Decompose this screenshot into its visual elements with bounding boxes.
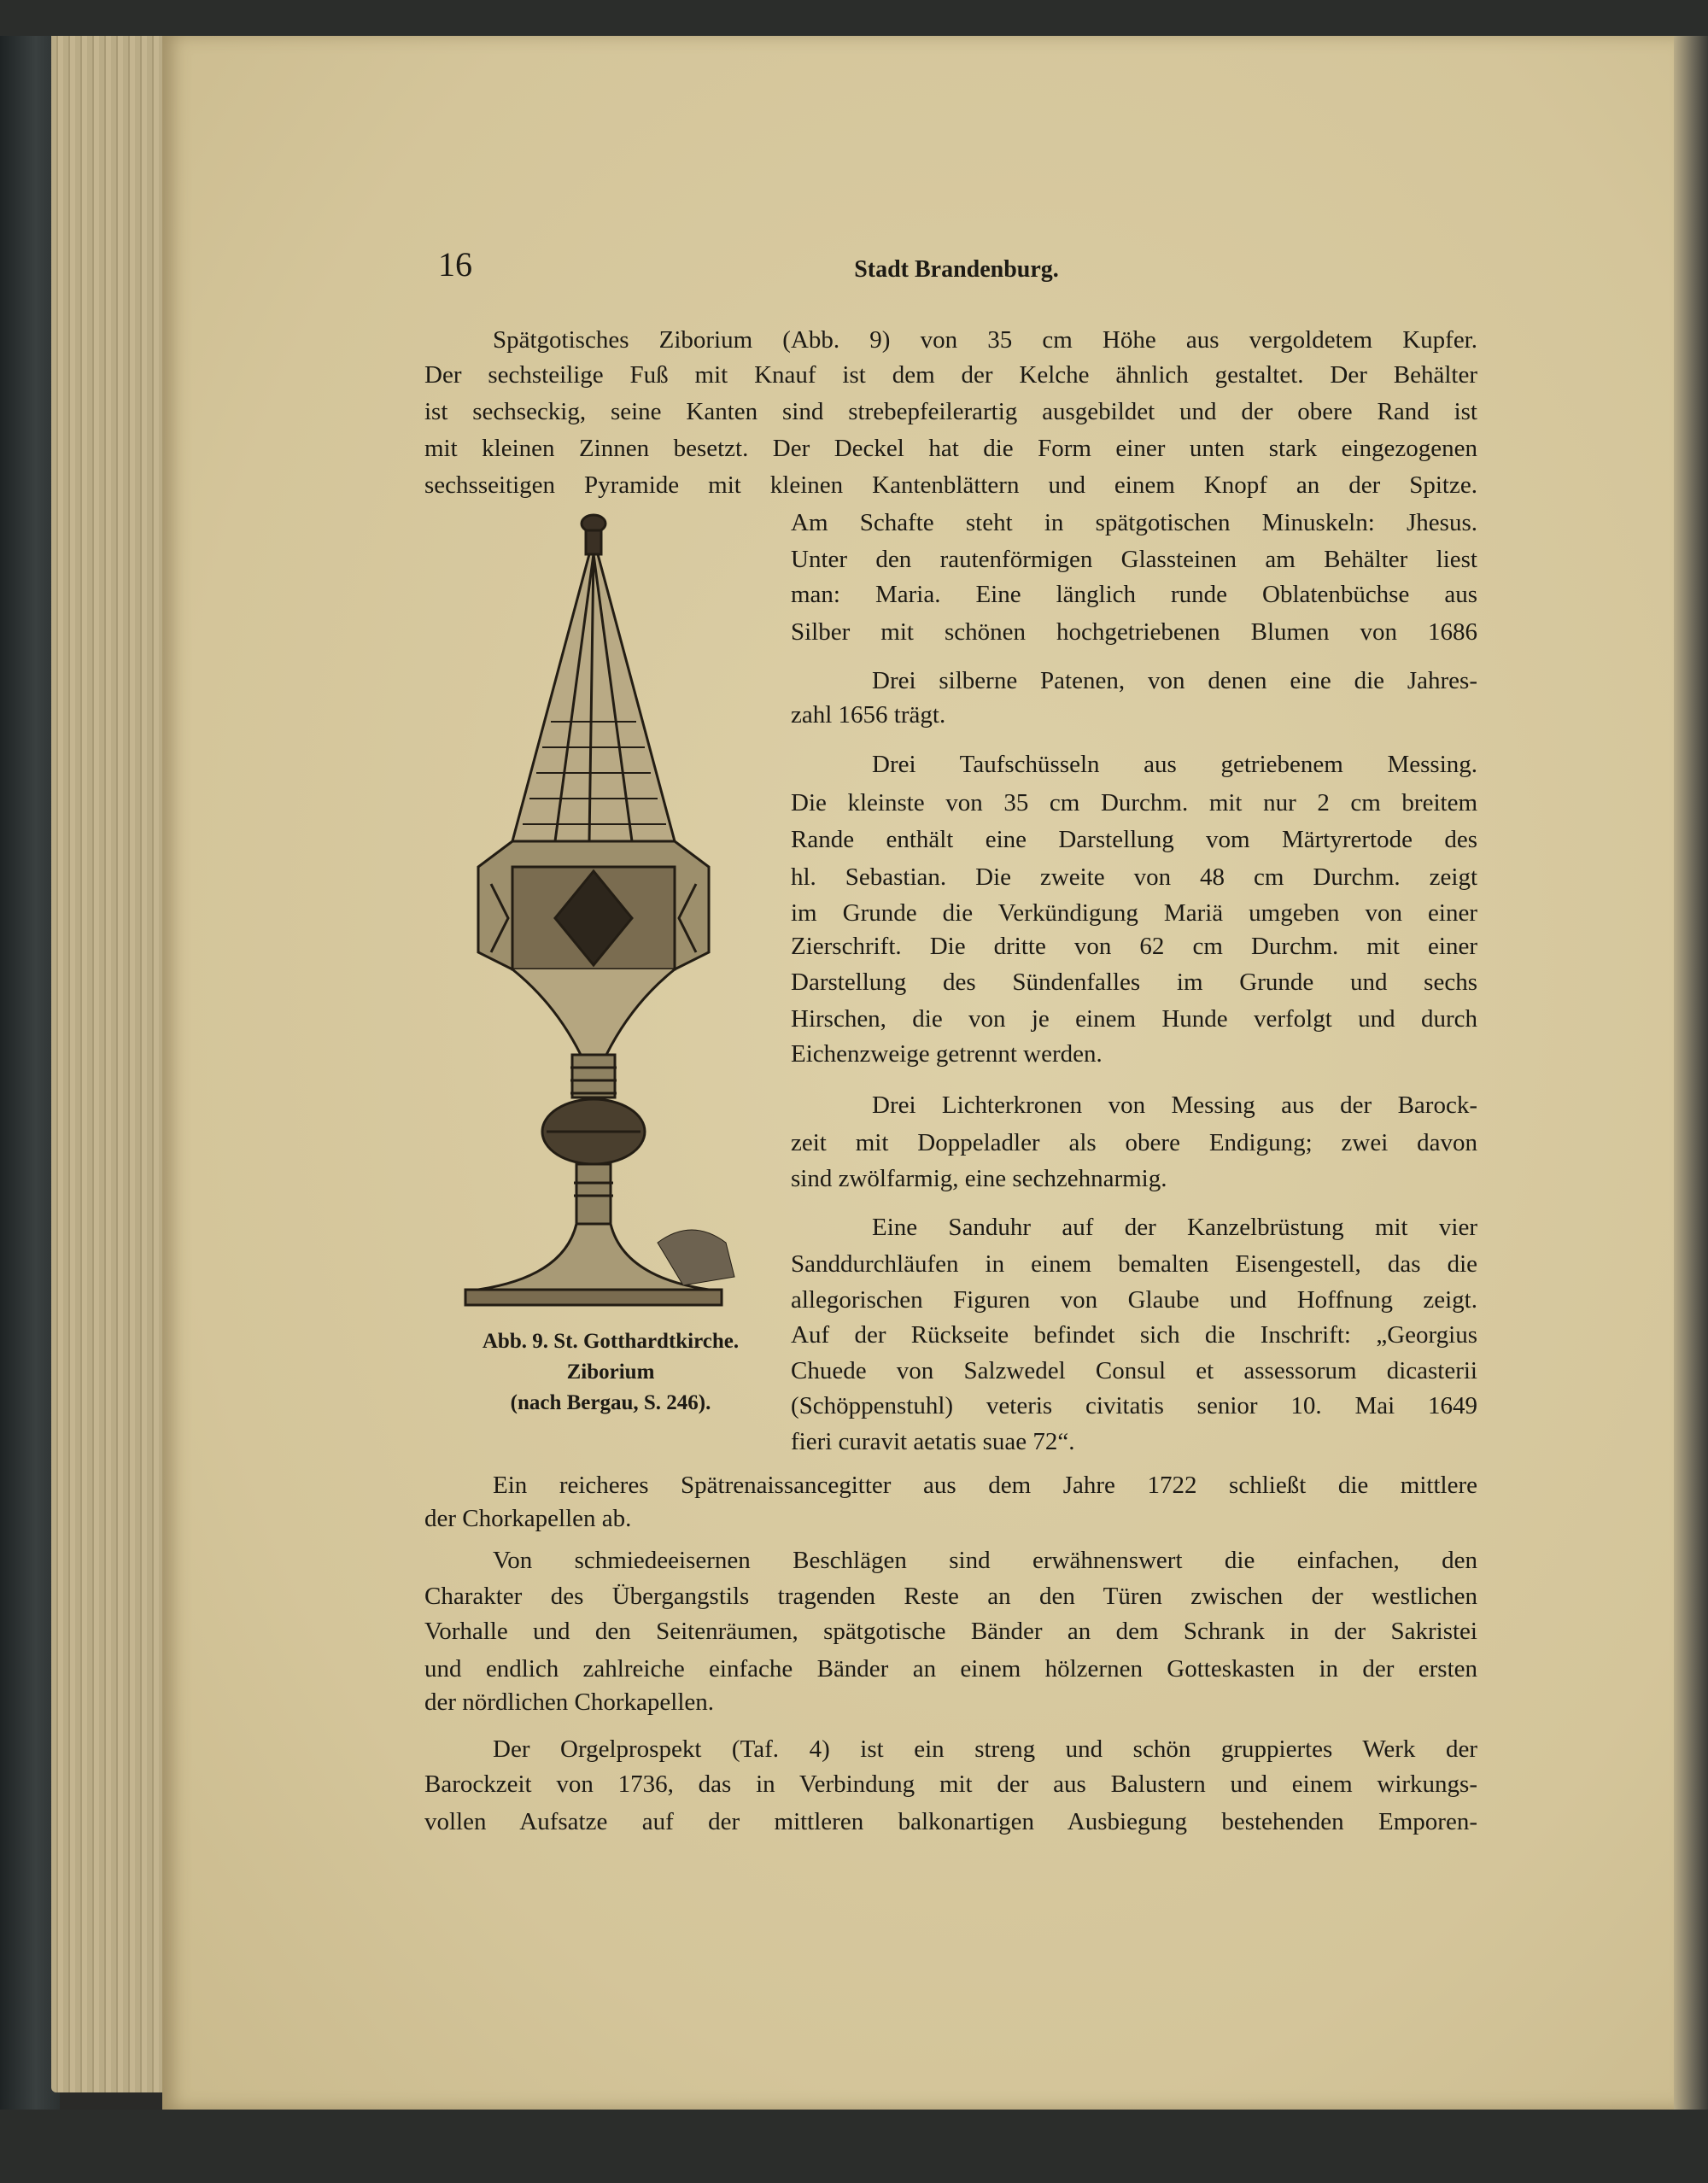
text-line: Von schmiedeeisernen Beschlägen sind erwähnenswert die einfachen, den bbox=[493, 1547, 1477, 1574]
text-line: sechsseitigen Pyramide mit kleinen Kantenblättern und einem Knopf an der Spitze. bbox=[424, 471, 1477, 499]
text-line: Auf der Rückseite befindet sich die Inschrift: „Georgius bbox=[791, 1321, 1477, 1349]
text-line: ist sechseckig, seine Kanten sind strebepfeilerartig ausgebildet und der obere Rand ist bbox=[424, 398, 1477, 425]
text-line: (Schöppenstuhl) veteris civitatis senior 10. Mai 1649 bbox=[791, 1392, 1477, 1419]
ciborium-illustration bbox=[461, 508, 752, 1311]
right-page-edge bbox=[1674, 34, 1708, 2118]
scan-background-bottom bbox=[0, 2110, 1708, 2183]
text-line: Drei Lichterkronen von Messing aus der Barock- bbox=[872, 1092, 1477, 1119]
figure-caption-line: Ziborium bbox=[566, 1361, 655, 1384]
text-line: Silber mit schönen hochgetriebenen Blumen von 1686 bbox=[791, 618, 1477, 646]
text-line: mit kleinen Zinnen besetzt. Der Deckel hat die Form einer unten stark eingezogenen bbox=[424, 435, 1477, 462]
text-line: Spätgotisches Ziborium (Abb. 9) von 35 cm Höhe aus vergoldetem Kupfer. bbox=[493, 326, 1477, 354]
text-line: Barockzeit von 1736, das in Verbindung mit der aus Balustern und einem wirkungs- bbox=[424, 1770, 1477, 1798]
figure-caption-line: (nach Bergau, S. 246). bbox=[510, 1391, 711, 1414]
running-title: Stadt Brandenburg. bbox=[854, 256, 1059, 283]
figure-caption-line: Abb. 9. St. Gotthardtkirche. bbox=[482, 1330, 740, 1353]
text-line: Rande enthält eine Darstellung vom Märtyrertode des bbox=[791, 826, 1477, 853]
text-line: Vorhalle und den Seitenräumen, spätgotische Bänder an dem Schrank in der Sakristei bbox=[424, 1618, 1477, 1645]
text-line: Zierschrift. Die dritte von 62 cm Durchm. mit einer bbox=[791, 933, 1477, 960]
text-line: Ein reicheres Spätrenaissancegitter aus dem Jahre 1722 schließt die mittlere bbox=[493, 1472, 1477, 1499]
text-line: Am Schafte steht in spätgotischen Minuskeln: Jhesus. bbox=[791, 509, 1477, 536]
text-line: zahl 1656 trägt. bbox=[791, 701, 946, 729]
text-line: Der Orgelprospekt (Taf. 4) ist ein streng und schön gruppiertes Werk der bbox=[493, 1735, 1477, 1763]
text-line: Sanddurchläufen in einem bemalten Eisengestell, das die bbox=[791, 1250, 1477, 1278]
text-line: Chuede von Salzwedel Consul et assessorum dicasterii bbox=[791, 1357, 1477, 1384]
text-line: Unter den rautenförmigen Glassteinen am Behälter liest bbox=[791, 546, 1477, 573]
text-line: allegorischen Figuren von Glaube und Hoffnung zeigt. bbox=[791, 1286, 1477, 1314]
text-line: im Grunde die Verkündigung Mariä umgeben von einer bbox=[791, 899, 1477, 927]
scan-background-top bbox=[0, 0, 1708, 36]
text-line: fieri curavit aetatis suae 72“. bbox=[791, 1428, 1075, 1455]
text-line: zeit mit Doppeladler als obere Endigung; zwei davon bbox=[791, 1129, 1477, 1156]
text-line: der nördlichen Chorkapellen. bbox=[424, 1688, 715, 1716]
text-line: Charakter des Übergangstils tragenden Reste an den Türen zwischen der westlichen bbox=[424, 1583, 1477, 1610]
text-line: Drei silberne Patenen, von denen eine die Jahres- bbox=[872, 667, 1477, 694]
text-line: Eichenzweige getrennt werden. bbox=[791, 1040, 1103, 1068]
page-edges bbox=[51, 26, 171, 2092]
text-line: Eine Sanduhr auf der Kanzelbrüstung mit vier bbox=[872, 1214, 1477, 1241]
text-line: vollen Aufsatze auf der mittleren balkonartigen Ausbiegung bestehenden Emporen- bbox=[424, 1808, 1477, 1835]
text-line: Hirschen, die von je einem Hunde verfolgt und durch bbox=[791, 1005, 1477, 1033]
text-line: und endlich zahlreiche einfache Bänder an einem hölzernen Gotteskasten in der ersten bbox=[424, 1655, 1477, 1683]
text-line: der Chorkapellen ab. bbox=[424, 1505, 632, 1532]
text-line: man: Maria. Eine länglich runde Oblatenbüchse aus bbox=[791, 581, 1477, 608]
text-line: Die kleinste von 35 cm Durchm. mit nur 2 cm breitem bbox=[791, 789, 1477, 816]
page-number: 16 bbox=[438, 245, 472, 284]
text-line: sind zwölfarmig, eine sechzehnarmig. bbox=[791, 1165, 1167, 1192]
text-line: Der sechsteilige Fuß mit Knauf ist dem der Kelche ähnlich gestaltet. Der Behälter bbox=[424, 361, 1477, 389]
text-line: hl. Sebastian. Die zweite von 48 cm Durchm. zeigt bbox=[791, 863, 1477, 891]
text-line: Darstellung des Sündenfalles im Grunde und sechs bbox=[791, 969, 1477, 996]
text-line: Drei Taufschüsseln aus getriebenem Messing. bbox=[872, 751, 1477, 778]
